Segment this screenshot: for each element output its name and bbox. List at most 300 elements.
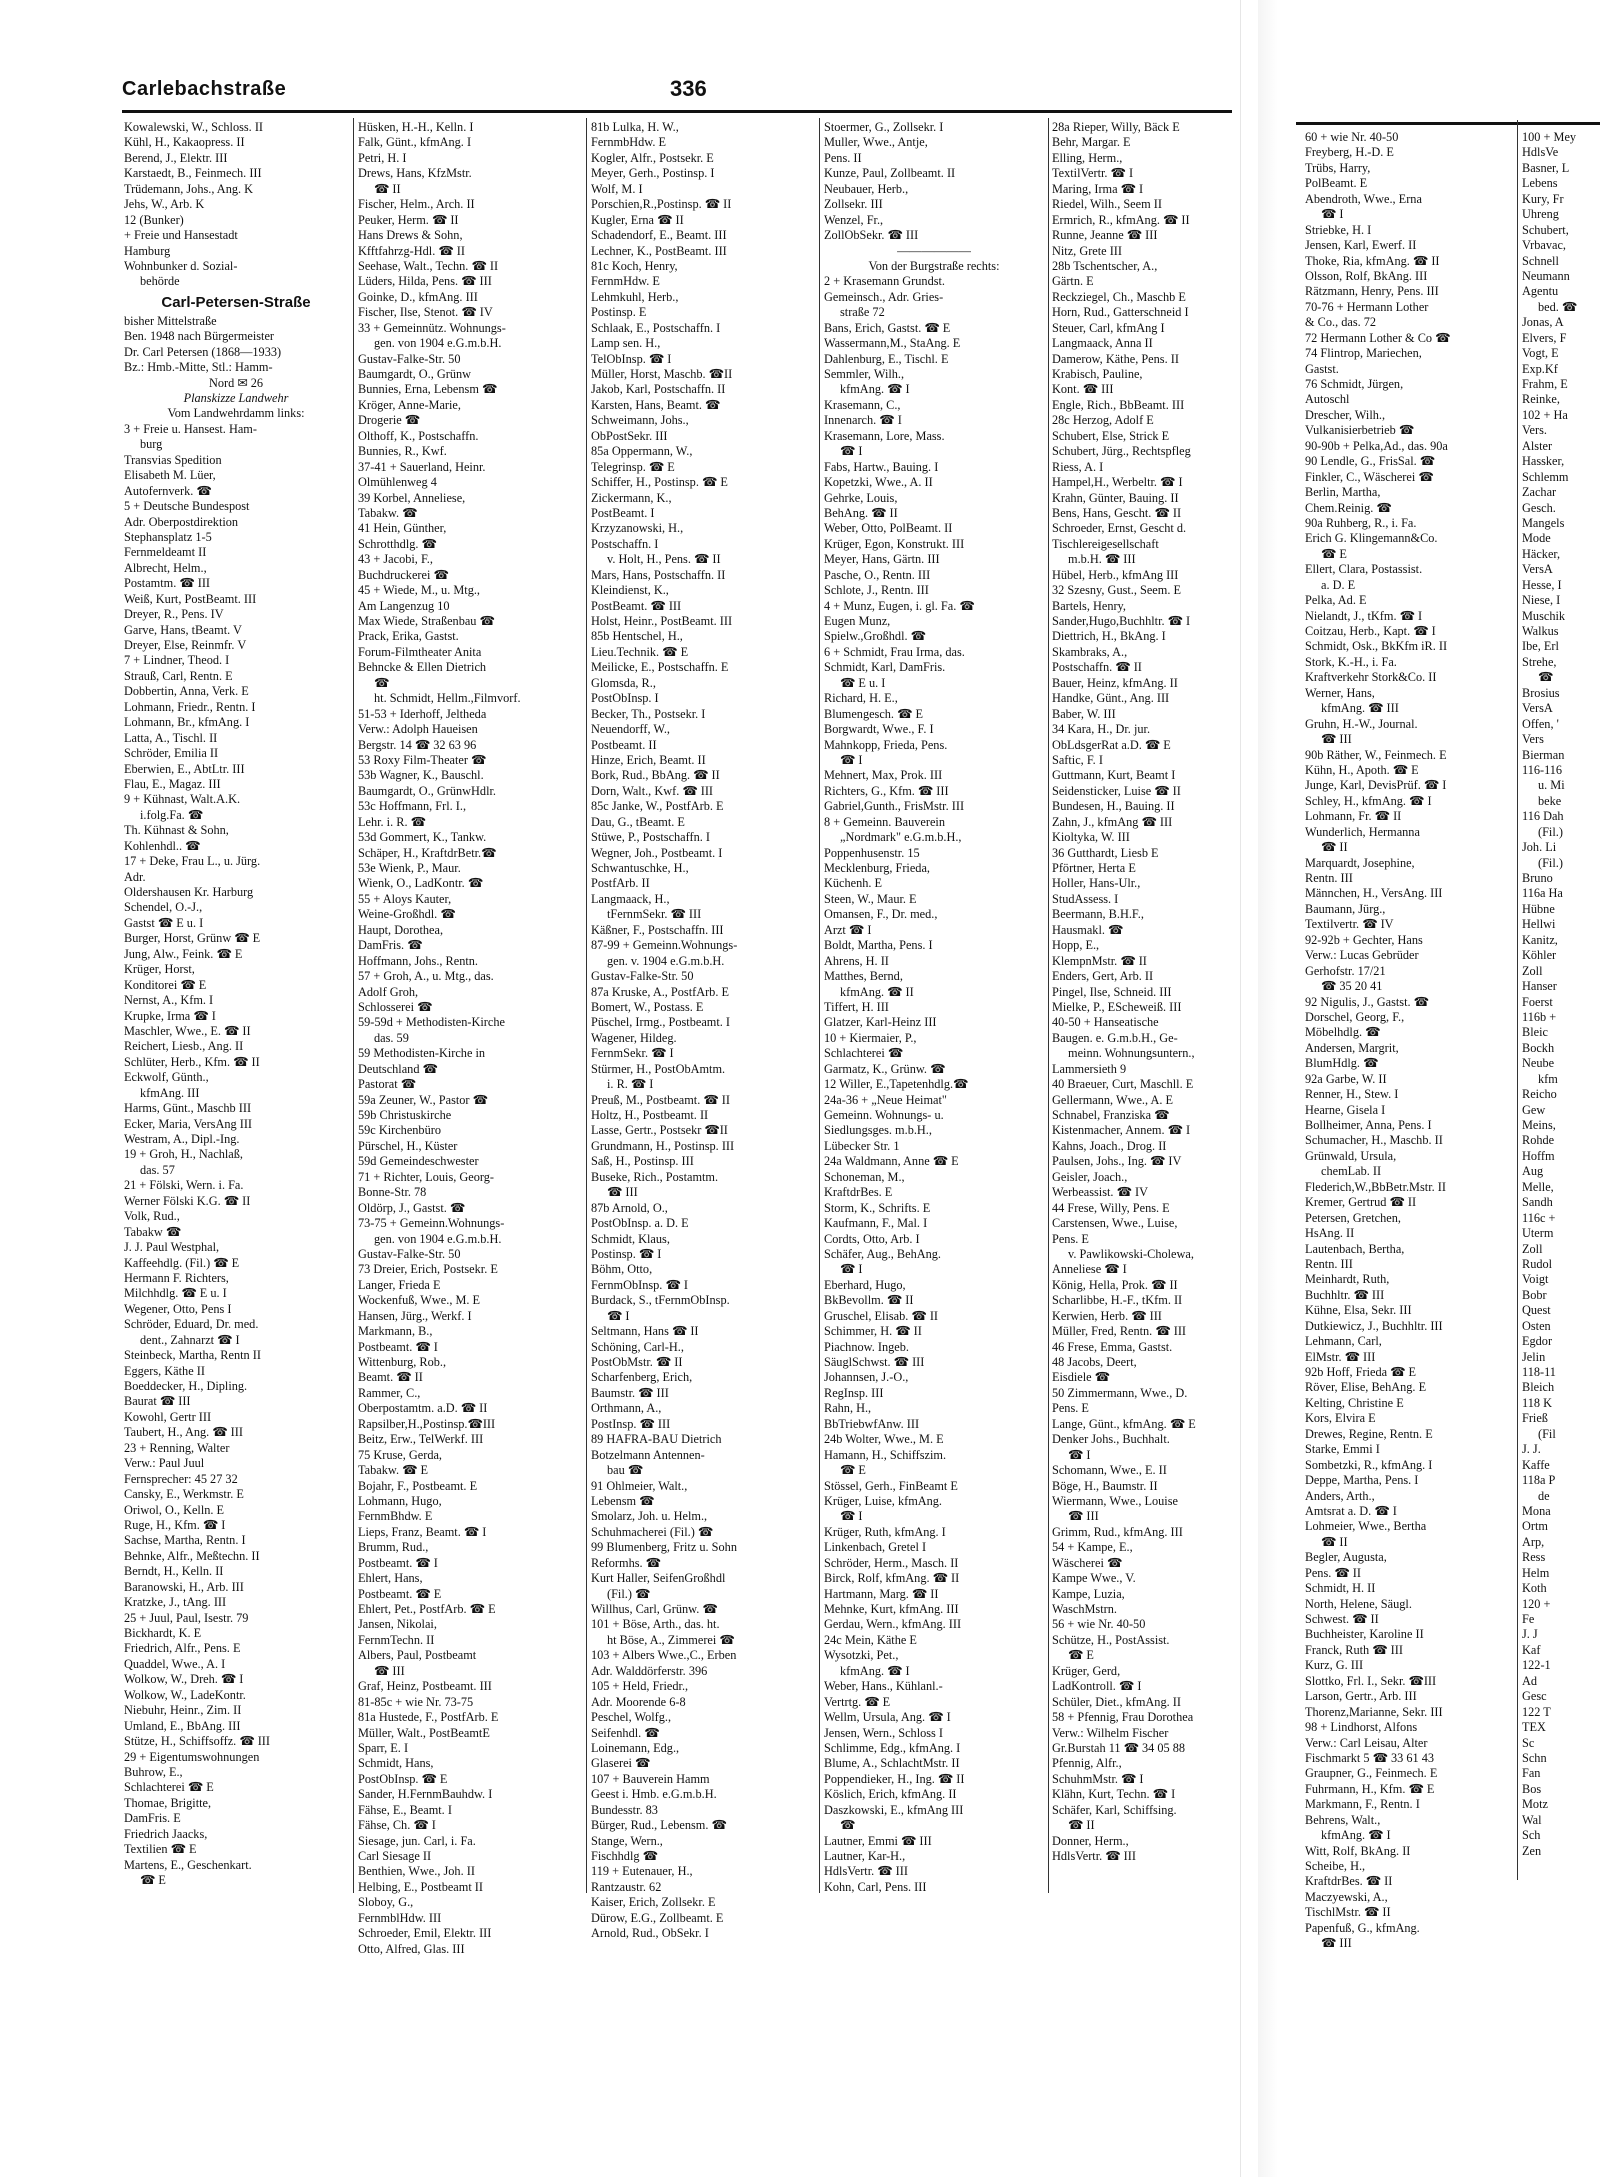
directory-entry-line: Wegener, Otto, Pens I (124, 1301, 232, 1316)
directory-entry-line: Amtsrat a. D. ☎ I (1305, 1503, 1397, 1518)
directory-entry-line: Weiß, Kurt, PostBeamt. III (124, 591, 257, 606)
directory-entry-line: Scharlibbe, H.-F., tKfm. II (1052, 1293, 1183, 1308)
directory-entry-line: Lamp sen. H., (591, 336, 661, 351)
directory-entry-line: Schomann, Wwe., E. II (1052, 1463, 1167, 1478)
directory-entry-line: 40-50 + Hanseatische (1052, 1015, 1159, 1030)
directory-entry-line: Bauer, Heinz, kfmAng. II (1052, 675, 1178, 690)
directory-entry-line: 45 + Wiede, M., u. Mtg., (358, 583, 481, 598)
directory-entry-line: Zahn, J., kfmAng ☎ III (1052, 814, 1173, 829)
directory-entry-line: Riedel, Wilh., Seem II (1052, 197, 1162, 212)
directory-entry-line: ht Böse, A., Zimmerei ☎ (607, 1632, 735, 1647)
directory-entry-line: 59b Christuskirche (358, 1108, 452, 1122)
directory-entry-line: Dreyer, Else, Reinmfr. V (124, 638, 247, 652)
directory-entry-line: Rohde (1522, 1133, 1555, 1148)
directory-entry-line: Hassker, (1522, 454, 1565, 469)
directory-entry-line: 98 + Lindhorst, Alfons (1305, 1720, 1418, 1735)
directory-entry-line: Kaf (1522, 1642, 1541, 1657)
header-rule (122, 110, 1232, 113)
directory-entry-line: 3 + Freie u. Hansest. Ham- (124, 421, 257, 436)
directory-entry-line: Gew (1522, 1102, 1546, 1117)
directory-entry-line: Seehase, Walt., Techn. ☎ II (358, 258, 499, 273)
directory-entry-line: Forum-Filmtheater Anita (358, 644, 482, 659)
directory-entry-line: Vom Landwehrdamm links: (167, 406, 305, 421)
directory-entry-line: Behncke & Ellen Dietrich (358, 660, 487, 675)
directory-entry-line: Kowalewski, W., Schloss. II (124, 120, 264, 134)
directory-entry-line: Gr.Burstah 11 ☎ 34 05 88 (1052, 1740, 1186, 1755)
directory-entry-line: Bonne-Str. 78 (358, 1185, 427, 1200)
directory-entry-line: Guttmann, Kurt, Beamt I (1052, 768, 1176, 783)
directory-entry-line: Autoschl (1305, 392, 1350, 407)
directory-entry-line: Grundmann, H., Postinsp. III (591, 1138, 735, 1153)
directory-entry-line: Meyer, Gerh., Postinsp. I (591, 166, 715, 181)
directory-entry-line: 59c Kirchenbüro (358, 1123, 441, 1138)
directory-entry-line: Bomert, W., Postass. E (591, 999, 704, 1014)
directory-entry-line: Offen, ' (1522, 716, 1559, 731)
directory-entry-line: 73-75 + Gemeinn.Wohnungs- (358, 1216, 505, 1231)
directory-entry-line: Postinsp. E (591, 305, 647, 320)
directory-entry-line: FernmObInsp. ☎ I (591, 1277, 688, 1292)
directory-entry-line: Anneliese ☎ I (1052, 1262, 1127, 1277)
directory-entry-line: Hübel, Herb., kfmAng III (1052, 567, 1179, 582)
directory-entry-line: Strauß, Carl, Rentn. E (124, 668, 233, 683)
directory-entry-line: Uhreng (1522, 207, 1559, 222)
directory-entry-line: Wittenburg, Rob., (358, 1355, 447, 1369)
directory-entry-line: 57 + Groh, A., u. Mtg., das. (358, 969, 494, 984)
directory-entry-line: 21 + Fölski, Wern. i. Fa. (124, 1178, 244, 1193)
directory-entry-line: Schmidt, Osk., BkKfm iR. II (1305, 639, 1448, 654)
directory-entry-line: Taubert, H., Ang. ☎ III (124, 1425, 243, 1440)
directory-entry-line: Sombetzki, R., kfmAng. I (1305, 1457, 1433, 1472)
directory-entry-line: Dorn, Walt., Kwf. ☎ III (591, 783, 714, 798)
directory-entry-line: ObPostSekr. III (591, 428, 668, 443)
directory-entry-line: 23 + Renning, Walter (124, 1440, 230, 1455)
directory-entry-line: Carl-Petersen-Straße (161, 293, 311, 311)
page-gutter-shade (1258, 0, 1278, 2177)
directory-entry-line: Köslich, Erich, kfmAng. II (824, 1787, 957, 1802)
directory-column-5 (1052, 120, 1240, 1864)
directory-entry-line: Schley, H., kfmAng. ☎ I (1305, 793, 1432, 808)
directory-entry-line: Autofernverk. ☎ (124, 483, 212, 498)
directory-entry-line: Schumacher, H., Maschb. II (1305, 1133, 1443, 1148)
directory-entry-line: Agentu (1522, 284, 1559, 299)
directory-entry-line: 28c Herzog, Adolf E (1052, 413, 1154, 428)
directory-entry-line: Marquardt, Josephine, (1305, 855, 1415, 870)
directory-entry-line: Stange, Wern., (591, 1833, 663, 1848)
directory-entry-line: 89 HAFRA-BAU Dietrich (591, 1432, 722, 1447)
directory-entry-line: Hoffm (1522, 1148, 1555, 1163)
directory-entry-line: ☎ III (1321, 732, 1352, 747)
directory-entry-line: 90 Lendle, G., FrisSal. ☎ (1305, 454, 1436, 469)
directory-entry-line: Kors, Elvira E (1305, 1411, 1376, 1426)
directory-entry-line: 102 + Ha (1522, 407, 1568, 422)
directory-entry-line: ☎ I (840, 1509, 863, 1524)
directory-entry-line: Gastst ☎ E u. I (124, 915, 204, 930)
directory-entry-line: Storm, K., Schrifts. E (824, 1200, 931, 1215)
directory-entry-line: 92b Hoff, Frieda ☎ E (1305, 1365, 1417, 1379)
directory-entry-line: VersA (1522, 562, 1553, 577)
directory-entry-line: kfmAng. ☎ III (1321, 701, 1399, 716)
directory-entry-line: Hüsken, H.-H., Kelln. I (358, 120, 474, 134)
directory-entry-line: Kurz, G. III (1305, 1658, 1364, 1673)
directory-entry-line: 59-59d + Methodisten-Kirche (358, 1015, 505, 1030)
directory-entry-line: Piachnow. Ingeb. (824, 1339, 909, 1354)
directory-entry-line: Zollsekr. III (824, 197, 883, 212)
directory-entry-line: PostBeamt. ☎ III (591, 598, 682, 613)
directory-entry-line: ☎ I (840, 1262, 863, 1277)
directory-entry-line: Handke, Günt., Ang. III (1052, 691, 1170, 706)
directory-entry-line: Kogler, Alfr., Postsekr. E (591, 150, 714, 165)
directory-entry-line: Chem.Reinig. ☎ (1305, 500, 1392, 515)
directory-entry-line: 29 + Eigentumswohnungen (124, 1749, 260, 1764)
directory-entry-line: Kfftfahrzg-Hdl. ☎ II (358, 243, 465, 258)
directory-entry-line: Kühn, H., Apoth. ☎ E (1305, 762, 1419, 777)
directory-entry-line: „Nordmark" e.G.m.b.H., (840, 830, 962, 845)
directory-entry-line: Junge, Karl, DevisPrüf. ☎ I (1305, 778, 1447, 793)
directory-entry-line: Hoffmann, Johs., Rentn. (358, 953, 479, 968)
directory-entry-line: 53 Roxy Film-Theater ☎ (358, 752, 487, 767)
directory-entry-line: Coitzau, Herb., Kapt. ☎ I (1305, 624, 1436, 638)
directory-entry-line: Egdor (1522, 1334, 1553, 1349)
directory-entry-line: Gesc (1522, 1689, 1547, 1704)
directory-entry-line: Eberhard, Hugo, (824, 1277, 906, 1292)
directory-entry-line: 53c Hoffmann, Frl. I., (358, 799, 467, 814)
directory-entry-line: Kunze, Paul, Zollbeamt. II (824, 166, 956, 181)
directory-entry-line: Schubert, Else, Strick E (1052, 428, 1170, 443)
directory-entry-line: 25 + Juul, Paul, Isestr. 79 (124, 1610, 249, 1625)
directory-entry-line: 6 + Schmidt, Frau Irma, das. (824, 644, 965, 659)
directory-entry-line: a. D. E (1321, 577, 1356, 592)
directory-entry-line: Tabakw. ☎ E (358, 1463, 428, 1478)
directory-entry-line: 101 + Böse, Arth., das. ht. (591, 1617, 720, 1632)
directory-entry-line: Rudol (1522, 1256, 1553, 1271)
directory-entry-line: Flederich,W.,BbBetr.Mstr. II (1305, 1179, 1446, 1194)
directory-entry-line: Markmann, B., (358, 1324, 433, 1339)
directory-entry-line: Ellert, Clara, Postassist. (1305, 562, 1423, 577)
directory-entry-line: Cordts, Otto, Arb. I (824, 1231, 920, 1246)
directory-entry-line: Küchenh. E (824, 876, 883, 891)
directory-entry-line: Lammersieth 9 (1052, 1061, 1127, 1076)
directory-entry-line: Friedrich Jaacks, (124, 1826, 208, 1841)
directory-entry-line: Stoermer, G., Zollsekr. I (824, 120, 944, 134)
directory-entry-line: Glomsda, R., (591, 675, 656, 690)
directory-entry-line: (Fil.) (1538, 855, 1563, 870)
directory-entry-line: Ben. 1948 nach Bürgermeister (124, 329, 275, 344)
directory-entry-line: 40 Braeuer, Curt, Maschll. E (1052, 1077, 1194, 1092)
directory-entry-line: ☎ III (374, 1663, 405, 1678)
directory-entry-line: Telegrinsp. ☎ E (591, 459, 675, 474)
directory-entry-line: u. Mi (1538, 778, 1565, 793)
directory-entry-line: Häcker, (1522, 546, 1561, 561)
directory-entry-line: 53b Wagner, K., Bauschl. (358, 768, 484, 783)
directory-entry-line: Exp.Kf (1522, 361, 1558, 376)
directory-entry-line: KraftdrBes. ☎ II (1305, 1874, 1393, 1889)
directory-entry-line: Zickermann, K., (591, 490, 672, 505)
directory-entry-line: Steen, W., Maur. E (824, 891, 917, 906)
directory-entry-line: Helbing, E., Postbeamt II (358, 1879, 483, 1894)
directory-entry-line: J. J. Paul Westphal, (124, 1240, 220, 1255)
directory-entry-line: 71 + Richter, Louis, Georg- (358, 1169, 494, 1184)
directory-entry-line: Weine-Großhdl. ☎ (358, 907, 456, 922)
directory-entry-line: Röver, Elise, BehAng. E (1305, 1380, 1427, 1395)
directory-entry-line: Striebke, H. I (1305, 222, 1372, 237)
directory-entry-line: Pens. E (1052, 1231, 1089, 1246)
directory-entry-line: ☎ II (1068, 1818, 1095, 1833)
directory-entry-line: 107 + Bauverein Hamm (591, 1771, 710, 1786)
directory-entry-line: Von der Burgstraße rechts: (868, 258, 1000, 273)
directory-entry-line: 116c + (1522, 1210, 1556, 1225)
directory-entry-line: Ecker, Maria, VersAng III (124, 1116, 253, 1131)
directory-entry-line: Rahn, H., (824, 1401, 872, 1416)
directory-entry-line: Gustav-Falke-Str. 50 (358, 1246, 461, 1261)
directory-entry-line: 4 + Munz, Eugen, i. gl. Fa. ☎ (824, 598, 975, 613)
directory-entry-line: 116 Dah (1522, 809, 1564, 824)
directory-entry-line: PostObInsp. a. D. E (591, 1216, 689, 1231)
directory-entry-line: Trüdemann, Johs., Ang. K (124, 181, 254, 196)
directory-entry-line: Tiffert, H. III (824, 999, 889, 1014)
directory-entry-line: Kistenmacher, Annem. ☎ I (1052, 1123, 1191, 1138)
directory-entry-line: Baumgardt, O., GrünwHdlr. (358, 783, 496, 798)
directory-entry-line: Smolarz, Joh. u. Helm., (591, 1509, 708, 1524)
directory-entry-line: 87a Kruske, A., PostfArb. E (591, 984, 729, 999)
directory-entry-line: Rentn. III (1305, 1256, 1353, 1271)
directory-entry-line: 72 Hermann Lother & Co ☎ (1305, 330, 1451, 345)
directory-entry-line: Bruno (1522, 871, 1553, 885)
directory-entry-line: Siesage, jun. Carl, i. Fa. (358, 1833, 476, 1848)
directory-entry-line: Slottko, Frl. I., Sekr. ☎III (1305, 1673, 1437, 1688)
directory-entry-line: Begler, Augusta, (1305, 1550, 1387, 1565)
directory-entry-line: Adr. (124, 869, 146, 884)
directory-entry-line: tFernmSekr. ☎ III (607, 907, 702, 922)
directory-entry-line: kfmAng. III (140, 1085, 200, 1100)
directory-entry-line: BkBevollm. ☎ II (824, 1293, 914, 1308)
directory-entry-line: Weber, Otto, PolBeamt. II (824, 521, 953, 536)
directory-entry-line: Mona (1522, 1503, 1551, 1518)
directory-entry-line: Skambraks, A., (1052, 644, 1128, 659)
directory-entry-line: 28a Rieper, Willy, Bäck E (1052, 120, 1180, 134)
directory-entry-line: 73 Dreier, Erich, Postsekr. E (358, 1262, 498, 1277)
directory-entry-line: Garve, Hans, tBeamt. V (124, 622, 242, 637)
directory-entry-line: Lautner, Emmi ☎ III (824, 1833, 932, 1848)
directory-entry-line: v. Holt, H., Pens. ☎ II (607, 552, 721, 567)
directory-entry-line: Max Wiede, Straßenbau ☎ (358, 614, 495, 628)
directory-entry-line: Lüders, Hilda, Pens. ☎ III (358, 274, 492, 289)
directory-entry-line: Schlachterei ☎ (824, 1046, 904, 1061)
directory-entry-line: das. 59 (374, 1030, 409, 1045)
directory-entry-line: PostObMstr. ☎ II (591, 1355, 683, 1369)
directory-entry-line: Kury, Fr (1522, 191, 1564, 206)
directory-entry-line: Jansen, Nikolai, (358, 1617, 437, 1632)
directory-entry-line: Schröder, Herm., Masch. II (824, 1555, 959, 1570)
directory-entry-line: Jonas, A (1522, 315, 1564, 330)
directory-entry-line: Wockenfuß, Wwe., M. E (358, 1293, 481, 1308)
directory-entry-line: Ehlert, Hans, (358, 1571, 423, 1586)
directory-entry-line: Burger, Horst, Grünw ☎ E (124, 931, 261, 946)
directory-entry-line: Lohmann, Br., kfmAng. I (124, 715, 250, 730)
directory-entry-line: 87b Arnold, O., (591, 1200, 668, 1215)
directory-entry-line: 81a Hustede, F., PostfArb. E (358, 1710, 499, 1725)
directory-entry-line: Trübs, Harry, (1305, 160, 1371, 175)
directory-entry-line: 70-76 + Hermann Lother (1305, 299, 1429, 314)
directory-entry-line: Reicho (1522, 1087, 1557, 1102)
directory-entry-line: Hesse, I (1522, 577, 1562, 592)
directory-entry-line: Kohn, Carl, Pens. III (824, 1879, 927, 1894)
directory-entry-line: Hansen, Jürg., Werkf. I (358, 1308, 472, 1323)
directory-entry-line: Bartels, Henry, (1052, 598, 1126, 613)
directory-entry-line: Schubert, (1522, 222, 1569, 237)
directory-entry-line: Beamt. ☎ II (358, 1370, 423, 1385)
directory-entry-line: SäuglSchwst. ☎ III (824, 1355, 925, 1369)
directory-entry-line: Denker Johs., Buchhalt. (1052, 1432, 1170, 1447)
directory-entry-line: Preuß, M., Postbeamt. ☎ II (591, 1092, 730, 1107)
directory-entry-line: 81-85c + wie Nr. 73-75 (358, 1694, 474, 1709)
directory-entry-line: FernmHdw. E (591, 274, 660, 289)
directory-entry-line: Lange, Günt., kfmAng. ☎ E (1052, 1416, 1196, 1431)
directory-entry-line: 100 + Mey (1522, 130, 1577, 144)
directory-entry-line: PostObInsp. I (591, 691, 659, 706)
directory-entry-line: Larson, Gertr., Arb. III (1305, 1689, 1417, 1704)
directory-entry-line: dent., Zahnarzt ☎ I (140, 1332, 240, 1347)
directory-entry-line: Langmaack, Anna II (1052, 336, 1153, 351)
directory-entry-line: Kowohl, Gertr III (124, 1409, 212, 1424)
directory-entry-line: Meilicke, E., Postschaffn. E (591, 660, 729, 675)
directory-entry-line: Jelin (1522, 1349, 1546, 1364)
directory-entry-line: Baumstr. ☎ III (591, 1385, 669, 1400)
directory-entry-line: Müller, Fred, Rentn. ☎ III (1052, 1324, 1187, 1339)
directory-entry-line: 59d Gemeindeschwester (358, 1154, 479, 1169)
directory-entry-line: Meins, (1522, 1118, 1556, 1132)
directory-entry-line: Markmann, F., Rentn. I (1305, 1797, 1420, 1812)
directory-entry-line: Karstaedt, B., Feinmech. III (124, 166, 262, 181)
directory-entry-line: Westram, A., Dipl.-Ing. (124, 1132, 240, 1146)
directory-entry-line: 12 (Bunker) (124, 212, 184, 227)
directory-entry-line: Gemeinn. Wohnungs- u. (824, 1108, 944, 1122)
directory-entry-line: Horn, Rud., Gatterschneid I (1052, 305, 1189, 320)
directory-entry-line: Postamtm. ☎ III (124, 576, 211, 591)
directory-entry-line: Adolf Groh, (358, 984, 419, 999)
directory-entry-line: Wegner, Joh., Postbeamt. I (591, 845, 723, 860)
directory-entry-line: Geest i. Hmb. e.G.m.b.H. (591, 1787, 717, 1802)
directory-entry-line: Verw.: Lucas Gebrüder (1305, 948, 1419, 963)
directory-entry-line: Baurat ☎ III (124, 1394, 191, 1409)
directory-entry-line: Helm (1522, 1565, 1550, 1580)
directory-entry-line: Glaserei ☎ (591, 1756, 651, 1771)
directory-entry-line: BehAng. ☎ II (824, 505, 898, 520)
directory-entry-line: beke (1538, 793, 1562, 808)
directory-entry-line: 34 Kara, H., Dr. jur. (1052, 722, 1151, 737)
directory-entry-line: Gastst. (1305, 361, 1339, 376)
directory-entry-line: DamFris. ☎ (358, 938, 423, 953)
directory-entry-line: gen. von 1904 e.G.m.b.H. (374, 336, 502, 351)
directory-entry-line: Zen (1522, 1843, 1542, 1858)
directory-entry-line: Grimm, Rud., kfmAng. III (1052, 1524, 1183, 1539)
directory-entry-line: Schlachterei ☎ E (124, 1780, 214, 1795)
directory-entry-line: 87-99 + Gemeinn.Wohnungs- (591, 938, 738, 953)
directory-entry-line: Verw.: Adolph Haueisen (358, 722, 478, 737)
directory-entry-line: Schmidt, H. II (1305, 1581, 1376, 1596)
directory-entry-line: Lübecker Str. 1 (824, 1138, 900, 1153)
directory-entry-line: Textilvertr. ☎ IV (1305, 917, 1394, 932)
directory-entry-line: Stössel, Gerh., FinBeamt E (824, 1478, 958, 1493)
directory-entry-line: Adr. Oberpostdirektion (124, 514, 239, 529)
directory-entry-line: ☎ E u. I (840, 675, 886, 690)
directory-entry-line: Milchhdlg. ☎ E u. I (124, 1286, 227, 1301)
directory-entry-line: Wal (1522, 1812, 1542, 1827)
directory-entry-line: Wagener, Hildeg. (591, 1030, 677, 1045)
directory-entry-line: DamFris. E (124, 1811, 181, 1826)
directory-entry-line: StudAssess. I (1052, 891, 1119, 906)
directory-entry-line: Meyer, Hans, Gärtn. III (824, 552, 940, 567)
directory-entry-line: Verw.: Carl Leisau, Alter (1305, 1735, 1428, 1750)
directory-entry-line: PostBeamt. I (591, 505, 655, 520)
directory-entry-line: Starke, Emmi I (1305, 1442, 1380, 1457)
directory-entry-line: bed. ☎ (1538, 299, 1578, 314)
directory-entry-line: (Fil.) ☎ (607, 1586, 651, 1601)
directory-entry-line: Daszkowski, E., kfmAng III (824, 1802, 964, 1817)
directory-entry-line: 58 + Pfennig, Frau Dorothea (1052, 1710, 1194, 1725)
directory-entry-line: Bollheimer, Anna, Pens. I (1305, 1118, 1432, 1132)
directory-entry-line: TextilVertr. ☎ I (1052, 166, 1134, 181)
directory-entry-line: Bleic (1522, 1025, 1548, 1040)
directory-entry-line: Quaddel, Wwe., A. I (124, 1656, 226, 1671)
directory-column-4 (824, 120, 1044, 1895)
directory-entry-line: Müller, Horst, Maschb. ☎II (591, 367, 733, 381)
directory-entry-line: 81b Lulka, H. W., (591, 120, 679, 134)
directory-entry-line: Ermrich, R., kfmAng. ☎ II (1052, 212, 1190, 227)
directory-entry-line: Poppendieker, H., Ing. ☎ II (824, 1771, 965, 1786)
directory-entry-line: Baumann, Jürg., (1305, 901, 1386, 916)
directory-entry-line: 41 Hein, Günther, (358, 521, 447, 536)
directory-entry-line: Sloboy, G., (358, 1895, 414, 1910)
directory-entry-line: i. R. ☎ I (607, 1077, 654, 1092)
directory-column-3 (591, 120, 815, 1942)
directory-entry-line: Lohmann, Friedr., Rentn. I (124, 699, 256, 714)
directory-entry-line: 118 K (1522, 1395, 1552, 1410)
directory-entry-line: Gellermann, Wwe., A. E (1052, 1092, 1173, 1107)
directory-entry-line: Freyberg, H.-D. E (1305, 145, 1394, 160)
directory-entry-line: Matthes, Bernd, (824, 969, 903, 984)
directory-entry-line: Pens. E (1052, 1401, 1089, 1416)
directory-entry-line: Osten (1522, 1318, 1551, 1333)
directory-entry-line: Buchhltr. ☎ III (1305, 1287, 1385, 1302)
directory-entry-line: Pfennig, Alfr., (1052, 1756, 1122, 1771)
directory-entry-line: Johannsen, J.-O., (824, 1370, 909, 1385)
directory-entry-line: 24c Mein, Käthe E (824, 1632, 917, 1647)
directory-entry-line: Elisabeth M. Lüer, (124, 468, 216, 483)
directory-entry-line: Ibe, Erl (1522, 639, 1559, 654)
directory-entry-line: Schlemm (1522, 469, 1569, 484)
directory-entry-line: Bunnies, R., Kwf. (358, 444, 447, 459)
directory-entry-line: Oberpostamtm. a.D. ☎ II (358, 1401, 488, 1416)
directory-entry-line: Schwest. ☎ II (1305, 1612, 1379, 1626)
directory-entry-line: Buchdruckerei ☎ (358, 567, 449, 582)
directory-entry-line: Transvias Spedition (124, 452, 222, 467)
directory-entry-line: Gruhn, H.-W., Journal. (1305, 716, 1418, 731)
directory-entry-line: Eisdiele ☎ (1052, 1370, 1111, 1385)
directory-entry-line: Böge, H., Baumstr. II (1052, 1478, 1158, 1493)
directory-entry-line: ☎ E (840, 1463, 866, 1478)
directory-entry-line: 48 Jacobs, Deert, (1052, 1355, 1137, 1369)
directory-entry-line: Vogt, E (1522, 346, 1559, 361)
directory-entry-line: 53e Wienk, P., Maur. (358, 861, 461, 875)
directory-entry-line: Lieu.Technik. ☎ E (591, 644, 689, 659)
directory-entry-line: 17 + Deke, Frau L., u. Jürg. (124, 854, 261, 869)
directory-entry-line: Enders, Gert, Arb. II (1052, 969, 1154, 984)
directory-entry-line: ☎ E (1321, 546, 1347, 561)
directory-entry-line: ☎ I (840, 444, 863, 459)
directory-entry-line: Kahns, Joach., Drog. II (1052, 1138, 1167, 1153)
directory-entry-line: Melle, (1522, 1179, 1554, 1194)
directory-entry-line: Textilien ☎ E (124, 1842, 197, 1857)
